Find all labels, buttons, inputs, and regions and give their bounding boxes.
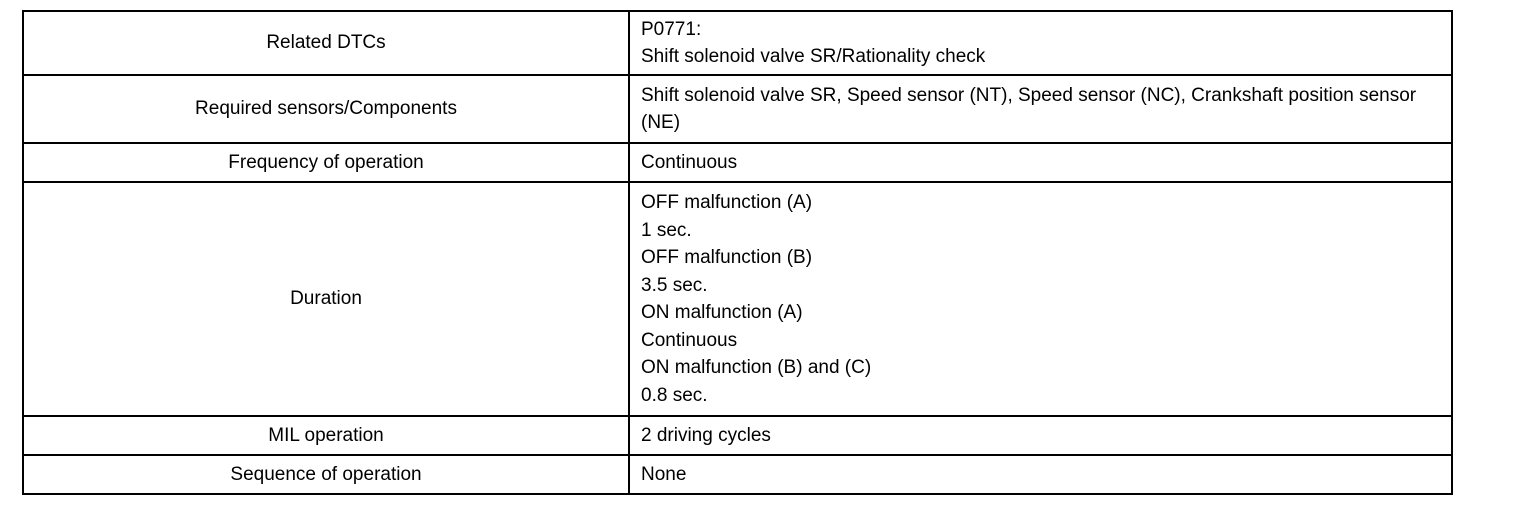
row-label: Required sensors/Components [23,75,629,143]
monitor-specification-table [22,10,1453,495]
row-label: Sequence of operation [23,455,629,494]
row-value [629,455,1452,494]
table-row-sequence [23,455,1452,494]
row-label: MIL operation [23,416,629,455]
value-line: OFF malfunction (A) [641,192,813,213]
row-label: Duration [23,182,629,416]
value-line: 2 driving cycles [641,424,771,446]
value-line: OFF malfunction (B) [641,247,813,268]
value-line: 0.8 sec. [641,384,708,406]
table-row-related-dtcs [23,11,1452,75]
value-line: Continuous [641,329,738,351]
row-value [629,416,1452,455]
row-value [629,75,1452,143]
value-line: ON malfunction (B) and (C) [641,357,872,378]
row-value [629,143,1452,182]
table-row-frequency [23,143,1452,182]
row-label: Frequency of operation [23,143,629,182]
table-row-duration [23,182,1452,416]
value-line: Shift solenoid valve SR/Rationality check [641,46,986,67]
value-line: ON malfunction (A) [641,302,803,323]
value-line: 1 sec. [641,219,692,241]
table-row-mil-operation [23,416,1452,455]
row-value [629,182,1452,416]
table-row-required-sensors [23,75,1452,143]
value-line: P0771: [641,18,702,40]
value-line: None [641,463,687,485]
row-label: Related DTCs [23,11,629,75]
row-value [629,11,1452,75]
value-text: Shift solenoid valve SR, Speed sensor (NT), Speed sensor (NC), Crankshaft position sensor (NE) [641,84,1417,133]
value-line: 3.5 sec. [641,274,708,296]
value-line: Continuous [641,151,738,173]
